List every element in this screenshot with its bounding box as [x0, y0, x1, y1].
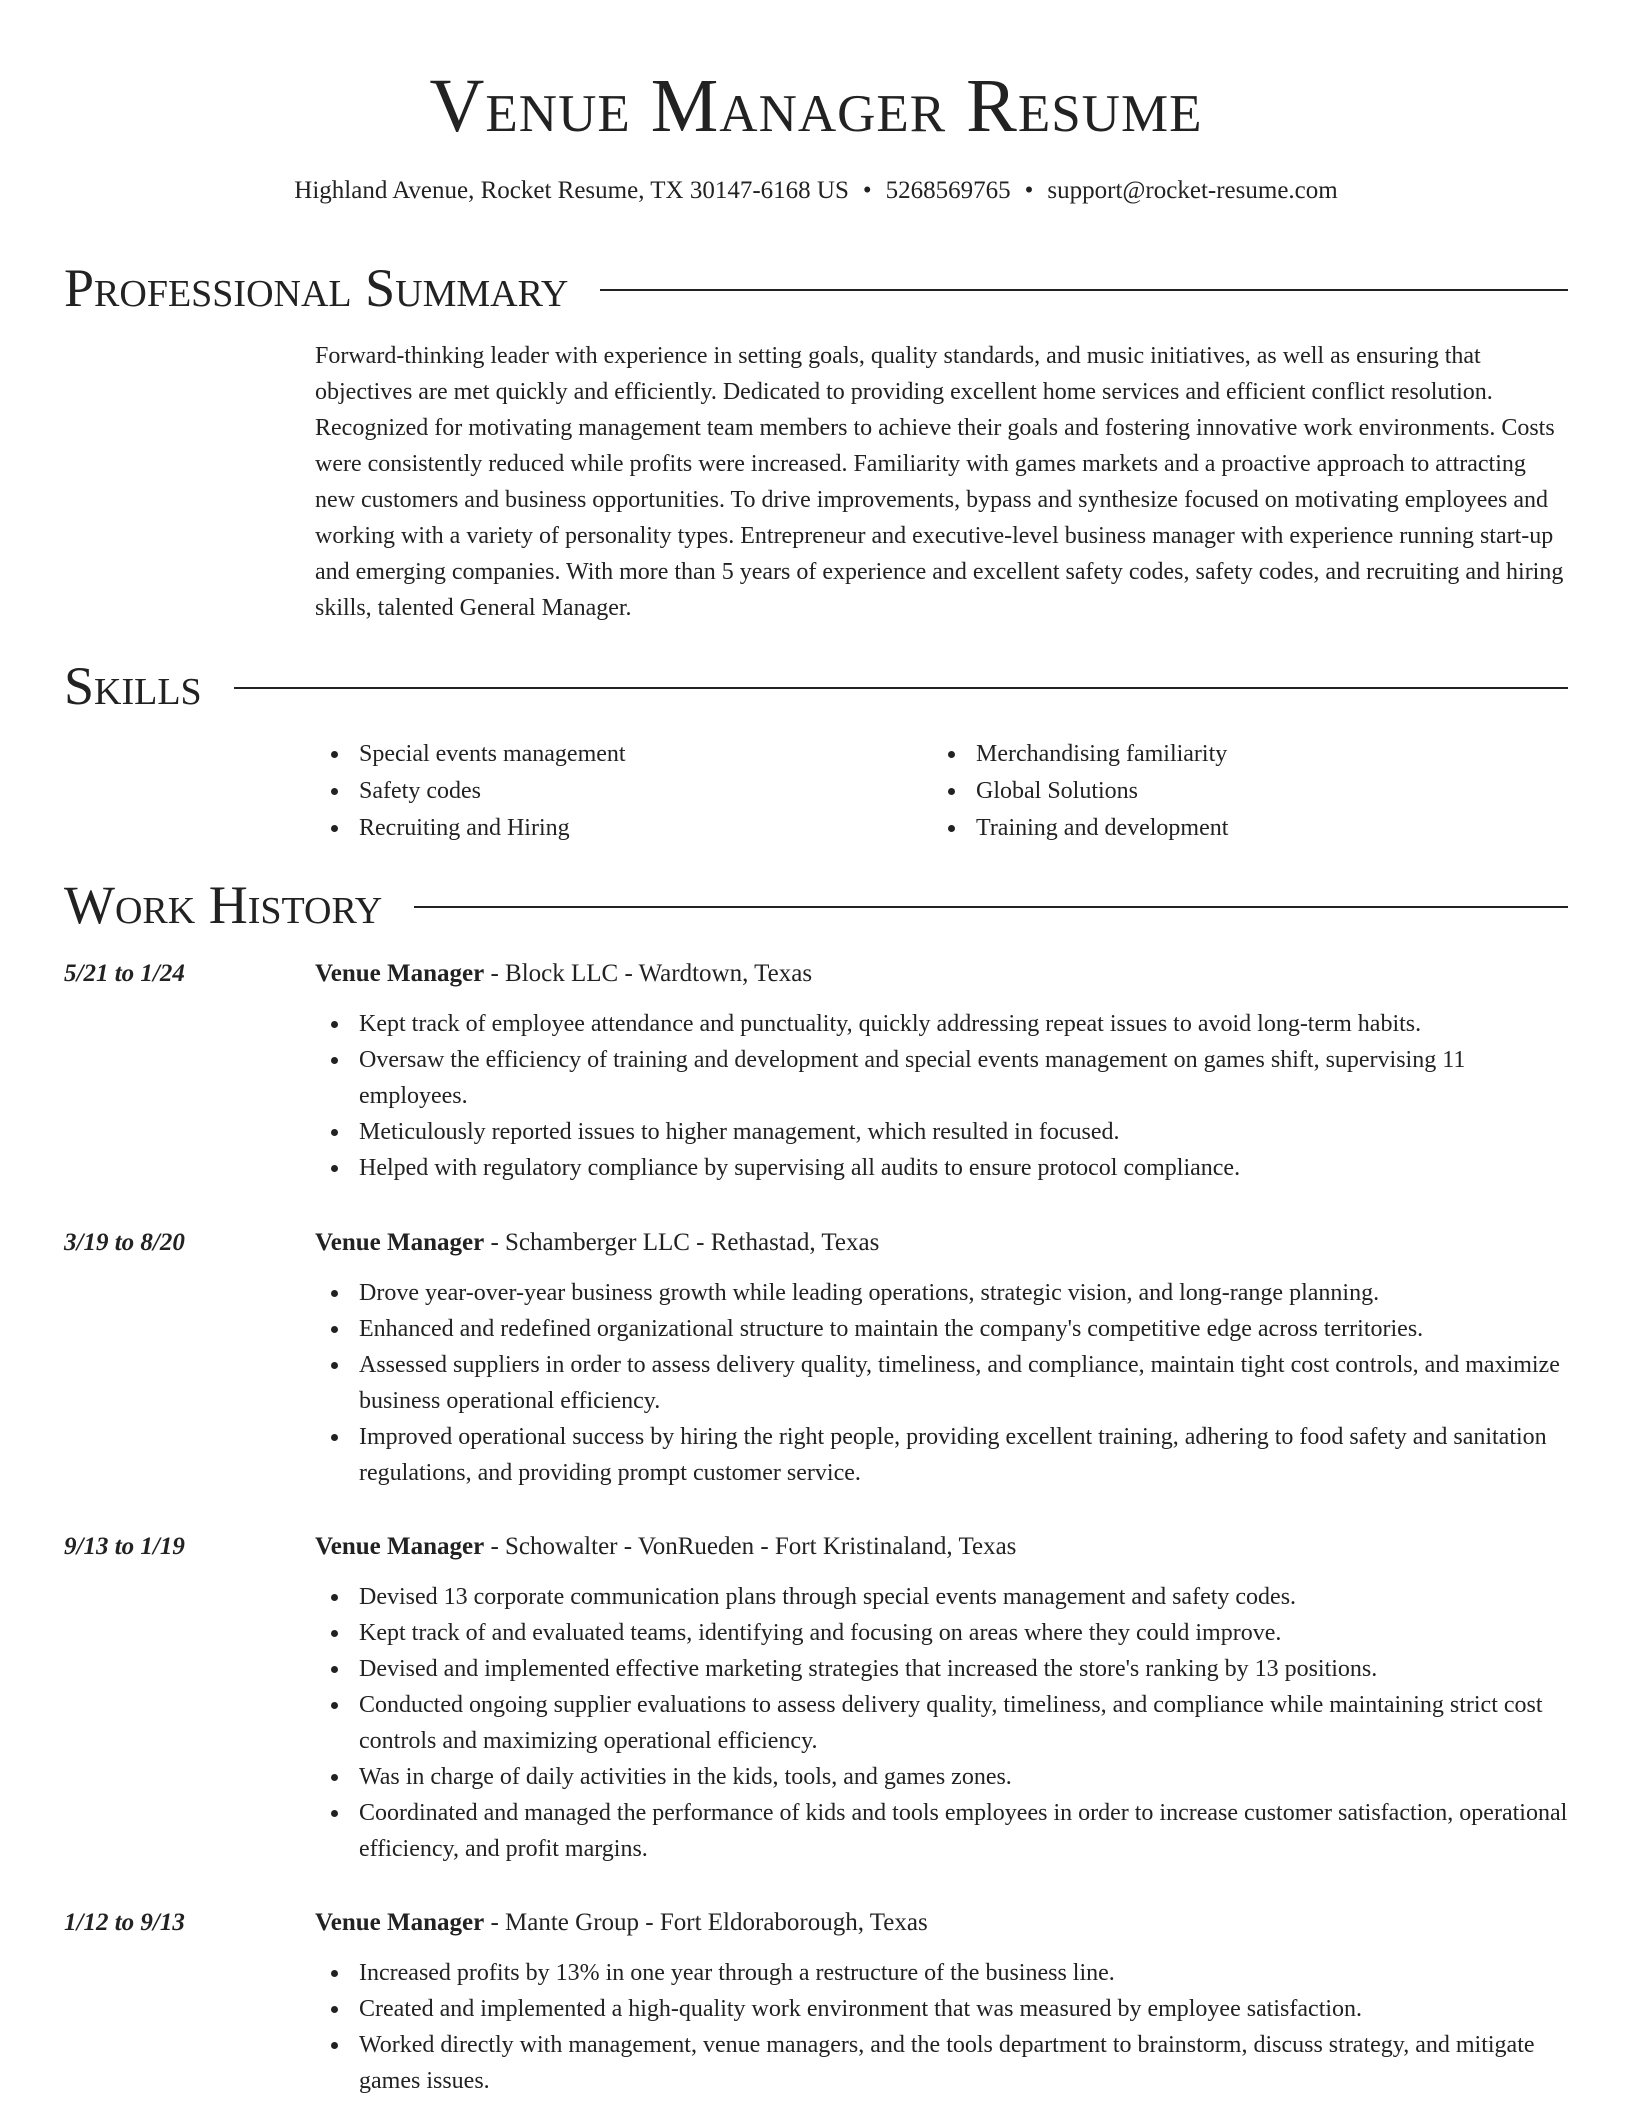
contact-email: support@rocket-resume.com: [1047, 177, 1338, 204]
job-role: Venue Manager: [315, 960, 485, 987]
section-divider: [600, 289, 1568, 291]
skill-item: Training and development: [932, 810, 1549, 847]
skill-item: Global Solutions: [932, 773, 1549, 810]
skill-item: Merchandising familiarity: [932, 736, 1549, 773]
job-title-line: [315, 1905, 1565, 1941]
summary-section-title: Professional Summary: [64, 258, 569, 318]
contact-address: Highland Avenue, Rocket Resume, TX 30147-6168 US: [294, 177, 849, 204]
job-dates: 1/12 to 9/13: [64, 1909, 185, 1936]
resume-name: Venue Manager Resume: [429, 64, 1203, 148]
skills-column-right: [932, 736, 1549, 847]
job-company: - Block LLC - Wardtown, Texas: [484, 960, 813, 987]
job-dates: 5/21 to 1/24: [64, 960, 185, 987]
job-bullets: [315, 1275, 1568, 1491]
job-bullet: Conducted ongoing supplier evaluations to assess delivery quality, timeliness, and compliance while maintaining strict cost controls and maximizing operational efficiency.: [315, 1687, 1568, 1759]
contact-separator: •: [1024, 177, 1034, 204]
job-bullet: Created and implemented a high-quality work environment that was measured by employee satisfaction.: [315, 1991, 1568, 2027]
summary-section-header: [64, 258, 1568, 318]
job-bullet: Assessed suppliers in order to assess delivery quality, timeliness, and compliance, maintain tight cost controls, and maximize business operational efficiency.: [315, 1347, 1568, 1419]
job-dates: 3/19 to 8/20: [64, 1229, 185, 1256]
job-bullet: Worked directly with management, venue managers, and the tools department to brainstorm, discuss strategy, and mitigate games issues.: [315, 2027, 1568, 2099]
skill-item: Special events management: [315, 736, 932, 773]
job-bullet: Drove year-over-year business growth while leading operations, strategic vision, and long-range planning.: [315, 1275, 1568, 1311]
job-bullets: [315, 1006, 1568, 1186]
job-title-line: [315, 956, 1565, 992]
skills-list: [315, 736, 1565, 847]
skills-section-header: [64, 656, 1568, 716]
job-bullets: [315, 1955, 1568, 2099]
job-company: - Mante Group - Fort Eldoraborough, Texas: [484, 1909, 928, 1936]
job-bullet: Enhanced and redefined organizational structure to maintain the company's competitive edge across territories.: [315, 1311, 1568, 1347]
skill-item: Recruiting and Hiring: [315, 810, 932, 847]
job-title-line: [315, 1225, 1565, 1261]
work-section-header: [64, 875, 1568, 935]
job-title-line: [315, 1529, 1565, 1565]
job-bullets: [315, 1579, 1568, 1867]
job-bullet: Was in charge of daily activities in the kids, tools, and games zones.: [315, 1759, 1568, 1795]
contact-line: [0, 174, 1632, 208]
skills-column-left: [315, 736, 932, 847]
section-divider: [414, 906, 1568, 908]
job-bullet: Improved operational success by hiring the right people, providing excellent training, adhering to food safety and sanitation regulations, and providing prompt customer service.: [315, 1419, 1568, 1491]
job-company: - Schamberger LLC - Rethastad, Texas: [484, 1229, 880, 1256]
contact-separator: •: [862, 177, 872, 204]
job-bullet: Oversaw the efficiency of training and development and special events management on games shift, supervising 11 employees.: [315, 1042, 1568, 1114]
job-bullet: Kept track of employee attendance and punctuality, quickly addressing repeat issues to avoid long-term habits.: [315, 1006, 1568, 1042]
contact-phone: 5268569765: [885, 177, 1011, 204]
job-role: Venue Manager: [315, 1533, 485, 1560]
job-dates: 9/13 to 1/19: [64, 1533, 185, 1560]
job-role: Venue Manager: [315, 1909, 485, 1936]
summary-text: Forward-thinking leader with experience in setting goals, quality standards, and music initiatives, as well as ensuring that objectives are met quickly and efficiently. Dedicated to providing excellent home services and efficient conflict resolution. Recognized for motivating management team members to achieve their goals and fostering innovative work environments. Costs were consistently reduced while profits were increased. Familiarity with games markets and a proactive approach to attracting new customers and business opportunities. To drive improvements, bypass and synthesize focused on motivating employees and working with a variety of personality types. Entrepreneur and executive-level business manager with experience running start-up and emerging companies. With more than 5 years of experience and excellent safety codes, safety codes, and recruiting and hiring skills, talented General Manager.: [315, 343, 1564, 621]
work-section-title: Work History: [64, 875, 383, 935]
job-bullet: Increased profits by 13% in one year through a restructure of the business line.: [315, 1955, 1568, 1991]
section-divider: [234, 687, 1568, 689]
job-bullet: Devised and implemented effective marketing strategies that increased the store's ranking by 13 positions.: [315, 1651, 1568, 1687]
skill-item: Safety codes: [315, 773, 932, 810]
job-bullet: Kept track of and evaluated teams, identifying and focusing on areas where they could improve.: [315, 1615, 1568, 1651]
job-company: - Schowalter - VonRueden - Fort Kristinaland, Texas: [484, 1533, 1017, 1560]
skills-section-title: Skills: [64, 656, 202, 716]
job-bullet: Helped with regulatory compliance by supervising all audits to ensure protocol compliance.: [315, 1150, 1568, 1186]
job-bullet: Devised 13 corporate communication plans through special events management and safety codes.: [315, 1579, 1568, 1615]
job-bullet: Coordinated and managed the performance of kids and tools employees in order to increase customer satisfaction, operational efficiency, and profit margins.: [315, 1795, 1568, 1867]
job-role: Venue Manager: [315, 1229, 485, 1256]
job-bullet: Meticulously reported issues to higher management, which resulted in focused.: [315, 1114, 1568, 1150]
